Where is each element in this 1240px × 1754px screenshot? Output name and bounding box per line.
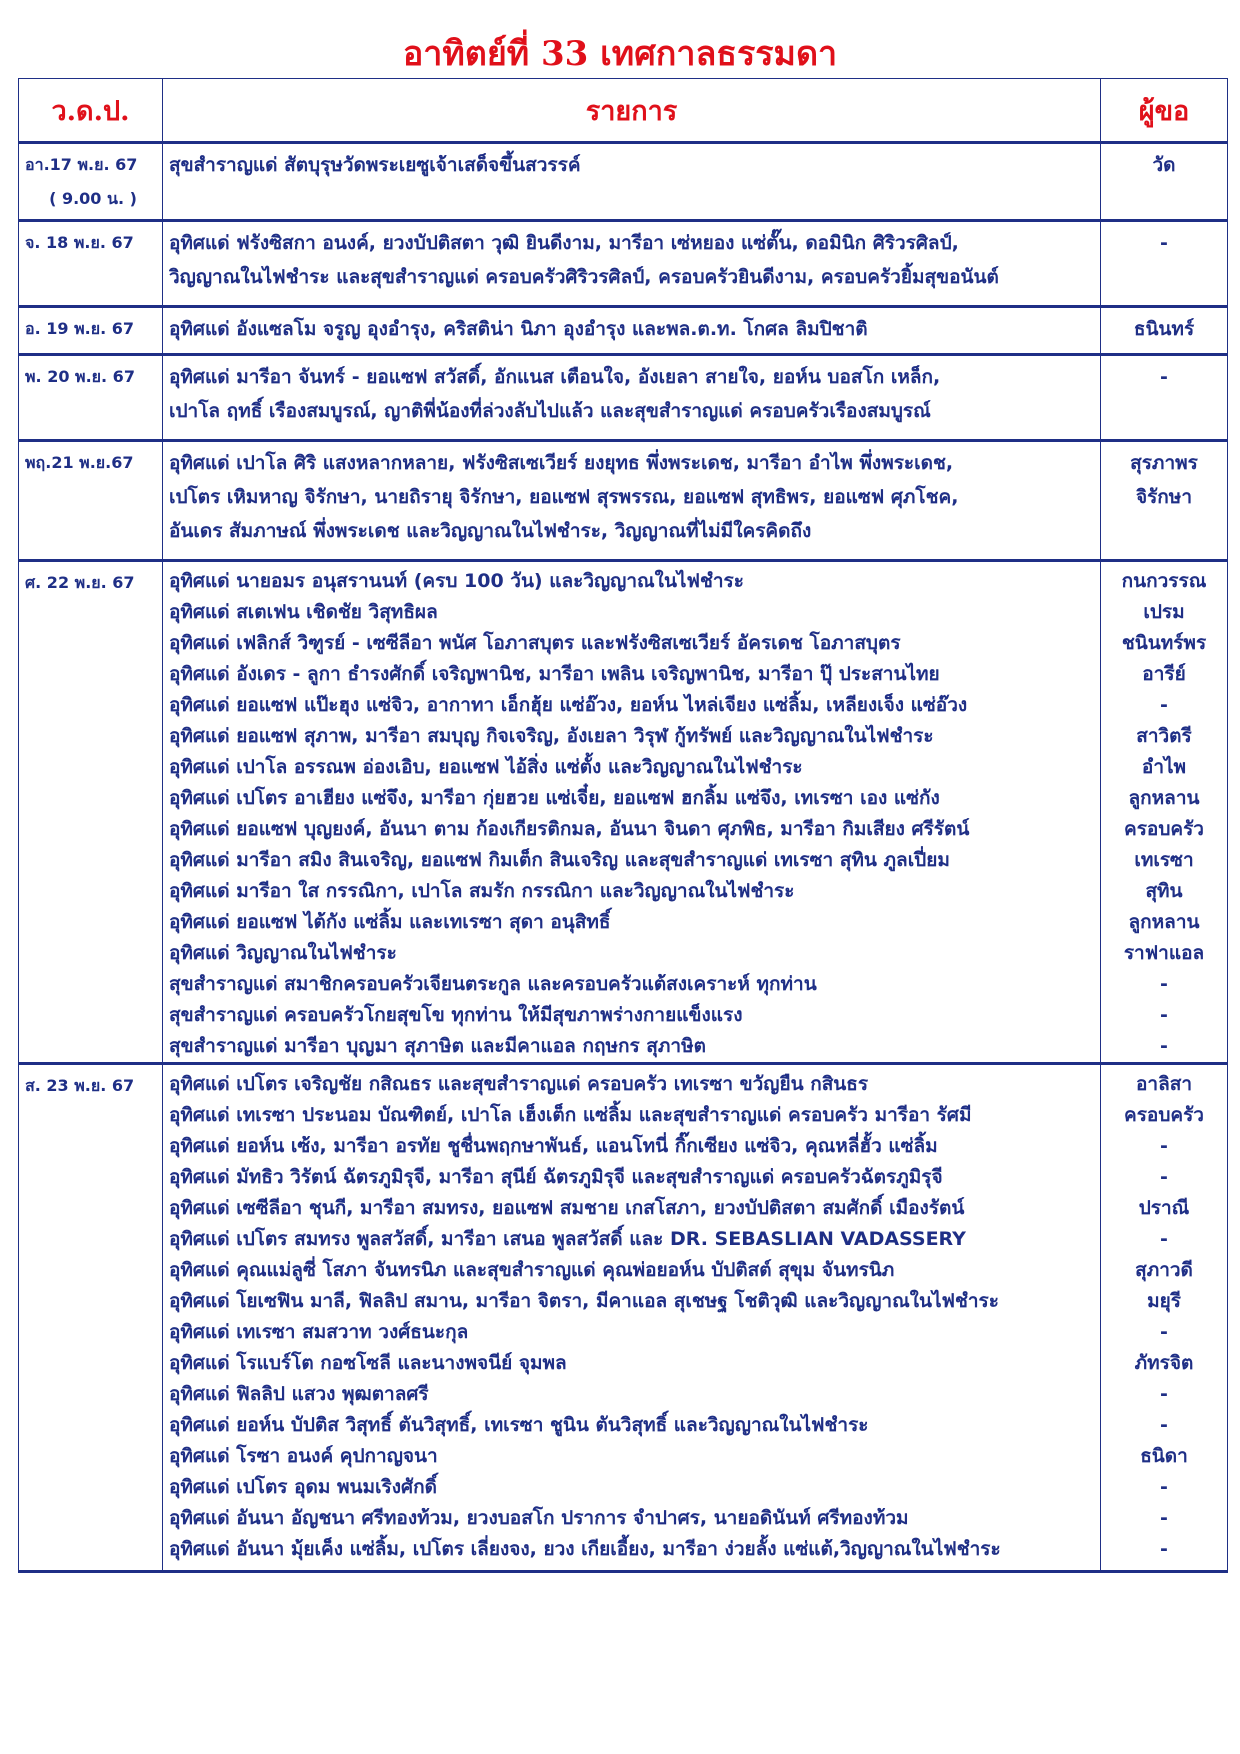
- intention-line: อุทิศแด่ ยอแซฟ ไต้กัง แซ่ลิ้ม และเทเรซา สุดา อนุสิทธิ์: [169, 911, 611, 933]
- requester-line: ภัทรจิต: [1134, 1352, 1194, 1374]
- row-items: [163, 1064, 1101, 1572]
- requester-line: เทเรซา: [1134, 849, 1194, 871]
- intention-line: อุทิศแด่ อังแซลโม จรูญ อุงอำรุง, คริสติน่า นิภา อุงอำรุง และพล.ต.ท. โกศล ลิมปิชาติ: [169, 318, 868, 340]
- row-date-text: ศ. 22 พ.ย. 67: [25, 573, 135, 592]
- requester-line: -: [1160, 1476, 1168, 1498]
- row-requester: [1101, 143, 1228, 221]
- requester-line: -: [1160, 1228, 1168, 1250]
- row-date: [19, 1064, 163, 1572]
- row-date-text: พ. 20 พ.ย. 67: [25, 367, 135, 386]
- requester-line: ราฟาแอล: [1123, 942, 1205, 964]
- requester-line: เปรม: [1143, 601, 1185, 623]
- table-row: [19, 1064, 1228, 1572]
- requester-line: ครอบครัว: [1124, 1104, 1204, 1126]
- row-items: [163, 441, 1101, 561]
- intention-line: อุทิศแด่ คุณแม่ลูซี่ โสภา จันทรนิภ และสุขสำราญแด่ คุณพ่อยอห์น บัปติสต์ สุขุม จันทรนิภ: [169, 1259, 895, 1281]
- intention-line: สุขสำราญแด่ ครอบครัวโกยสุขโข ทุกท่าน ให้มีสุขภาพร่างกายแข็งแรง: [169, 1004, 743, 1026]
- intention-line: อุทิศแด่ เฟลิกส์ วิฑูรย์ - เซซีลีอา พนัศ โอภาสบุตร และฟรังซิสเซเวียร์ อัครเดช โอภาสบุตร: [169, 632, 901, 654]
- row-date-text: จ. 18 พ.ย. 67: [25, 233, 134, 252]
- intention-line: อุทิศแด่ นายอมร อนุสรานนท์ (ครบ 100 วัน) และวิญญาณในไฟชำระ: [169, 570, 744, 592]
- intention-line: อุทิศแด่ วิญญาณในไฟชำระ: [169, 942, 397, 964]
- intention-line: อุทิศแด่ เปาโล ศิริ แสงหลากหลาย, ฟรังซิสเซเวียร์ ยงยุทธ พึ่งพระเดช, มารีอา อำไพ พึ่งพระเดช,: [169, 452, 954, 474]
- intention-line: อุทิศแด่ โรซา อนงค์ คุปกาญจนา: [169, 1445, 438, 1467]
- intention-line: สุขสำราญแด่ มารีอา บุญมา สุภาษิต และมีคาแอล กฤษกร สุภาษิต: [169, 1035, 706, 1057]
- intention-line: อุทิศแด่ เปาโล อรรณพ อ่องเอิบ, ยอแซฟ ไอ้สิ่ง แซ่ตั้ง และวิญญาณในไฟชำระ: [169, 756, 803, 778]
- intention-line: อันเดร สัมภาษณ์ พึ่งพระเดช และวิญญาณในไฟชำระ, วิญญาณที่ไม่มีใครคิดถึง: [169, 520, 812, 542]
- requester-line: สุทิน: [1145, 880, 1183, 902]
- requester-line: อาลิสา: [1136, 1073, 1192, 1095]
- intention-line: อุทิศแด่ ยอแซฟ สุภาพ, มารีอา สมบุญ กิจเจริญ, อังเยลา วิรุฬ กู้ทรัพย์ และวิญญาณในไฟชำระ: [169, 725, 934, 747]
- requester-line: ลูกหลาน: [1128, 911, 1200, 933]
- intention-line: อุทิศแด่ โรแบร์โต กอซโซลี และนางพจนีย์ จุมพล: [169, 1352, 567, 1374]
- row-date-text: พฤ.21 พ.ย.67: [25, 453, 134, 472]
- intention-line: อุทิศแด่ เปโตร สมทรง พูลสวัสดิ์, มารีอา เสนอ พูลสวัสดิ์ และ DR. SEBASLIAN VADASSERY: [169, 1228, 966, 1250]
- intention-line: อุทิศแด่ เทเรซา ประนอม บัณฑิตย์, เปาโล เฮ็งเต็ก แซ่ลิ้ม และสุขสำราญแด่ ครอบครัว มารีอา รัศมี: [169, 1104, 972, 1126]
- row-requester: [1101, 561, 1228, 1064]
- table-row: [19, 441, 1228, 561]
- requester-line: -: [1160, 1004, 1168, 1026]
- row-date: [19, 355, 163, 441]
- intention-line: อุทิศแด่ ยอห์น บัปติส วิสุทธิ์ ตันวิสุทธิ์, เทเรซา ชูนิน ตันวิสุทธิ์ และวิญญาณในไฟชำระ: [169, 1414, 869, 1436]
- intention-line: อุทิศแด่ อันนา มุ้ยเค็ง แซ่ลิ้ม, เปโตร เลี่ยงจง, ยวง เกียเอี้ยง, มารีอา ง่วยลั้ง แซ่แต้,วิญญาณในไฟชำระ: [169, 1538, 1001, 1560]
- row-requester: [1101, 221, 1228, 307]
- intention-line: อุทิศแด่ อังเดร - ลูกา ธำรงศักดิ์ เจริญพานิช, มารีอา เพลิน เจริญพานิช, มารีอา ปุ๊ ประสานไทย: [169, 663, 940, 685]
- row-items: [163, 355, 1101, 441]
- requester-line: กนกวรรณ: [1121, 570, 1207, 592]
- intention-line: เปาโล ฤทธิ์ เรืองสมบูรณ์, ญาติพี่น้องที่ล่วงลับไปแล้ว และสุขสำราญแด่ ครอบครัวเรืองสมบูรณ์: [169, 400, 931, 422]
- intention-line: อุทิศแด่ เปโตร อุดม พนมเริงศักดิ์: [169, 1476, 437, 1498]
- intention-line: อุทิศแด่ เซซีลีอา ชุนกี, มารีอา สมทรง, ยอแซฟ สมชาย เกสโสภา, ยวงบัปติสตา สมศักดิ์ เมืองรัตน์: [169, 1197, 965, 1219]
- table-row: [19, 221, 1228, 307]
- requester-line: -: [1160, 232, 1168, 254]
- intention-line: อุทิศแด่ ยอแซฟ บุญยงค์, อันนา ตาม ก้องเกียรติกมล, อันนา จินดา ศุภพิธ, มารีอา กิมเสียง ศรีรัตน์: [169, 818, 970, 840]
- table-row: [19, 143, 1228, 221]
- table-header: [19, 79, 1228, 143]
- requester-line: สุรภาพร: [1130, 452, 1198, 474]
- requester-line: ธนินทร์: [1133, 318, 1195, 340]
- row-date: [19, 561, 163, 1064]
- requester-line: -: [1160, 694, 1168, 716]
- row-date-text: อา.17 พ.ย. 67: [25, 155, 138, 174]
- requester-line: วัด: [1152, 154, 1176, 176]
- requester-line: -: [1160, 973, 1168, 995]
- intention-line: อุทิศแด่ ฟรังซิสกา อนงค์, ยวงบัปติสตา วุฒิ ยินดีงาม, มารีอา เซ่หยอง แซ่ตั๊น, ดอมินิก ศิริวรศิลป์,: [169, 232, 959, 254]
- row-items: [163, 143, 1101, 221]
- intention-line: เปโตร เหิมหาญ จิรักษา, นายถิรายุ จิรักษา, ยอแซฟ สุรพรรณ, ยอแซฟ สุทธิพร, ยอแซฟ ศุภโชค,: [169, 486, 959, 508]
- requester-line: ครอบครัว: [1124, 818, 1204, 840]
- requester-line: -: [1160, 1166, 1168, 1188]
- requester-line: ปราณี: [1138, 1197, 1190, 1219]
- row-date: [19, 307, 163, 355]
- row-requester: [1101, 355, 1228, 441]
- intention-line: อุทิศแด่ โยเซฟิน มาลี, ฟิลลิป สมาน, มารีอา จิตรา, มีคาแอล สุเชษฐ โชติวุฒิ และวิญญาณในไฟชำระ: [169, 1290, 999, 1312]
- table-row: [19, 561, 1228, 1064]
- table-row: [19, 355, 1228, 441]
- row-date-time: ( 9.00 น. ): [49, 189, 137, 208]
- requester-line: -: [1160, 1538, 1168, 1560]
- intention-line: อุทิศแด่ เปโตร เจริญชัย กสิณธร และสุขสำราญแด่ ครอบครัว เทเรซา ขวัญยืน กสินธร: [169, 1073, 869, 1095]
- intention-line: สุขสำราญแด่ สัตบุรุษวัดพระเยซูเจ้าเสด็จขึ้นสวรรค์: [169, 154, 581, 176]
- requester-line: สาวิตรี: [1136, 725, 1192, 747]
- intention-line: อุทิศแด่ มารีอา สมิง สินเจริญ, ยอแซฟ กิมเต็ก สินเจริญ และสุขสำราญแด่ เทเรซา สุทิน ภูลเปี่ยม: [169, 849, 950, 871]
- intention-line: วิญญาณในไฟชำระ และสุขสำราญแด่ ครอบครัวศิริวรศิลป์, ครอบครัวยินดีงาม, ครอบครัวยิ้มสุขอนันต์: [169, 266, 999, 288]
- intention-line: สุขสำราญแด่ สมาชิกครอบครัวเจียนตระกูล และครอบครัวแต้สงเคราะห์ ทุกท่าน: [169, 973, 817, 995]
- intention-line: อุทิศแด่ มัทธิว วิรัตน์ ฉัตรภูมิรุจี, มารีอา สุนีย์ ฉัตรภูมิรุจี และสุขสำราญแด่ ครอบครัวฉัตรภูมิรุจี: [169, 1166, 943, 1188]
- row-items: [163, 221, 1101, 307]
- header-date: ว.ด.ป.: [19, 79, 163, 143]
- requester-line: อำไพ: [1141, 756, 1187, 778]
- intention-line: อุทิศแด่ ฟิลลิป แสวง พุฒตาลศรี: [169, 1383, 429, 1405]
- row-date: [19, 441, 163, 561]
- intentions-table: [18, 78, 1228, 1573]
- intention-line: อุทิศแด่ อันนา อัญชนา ศรีทองท้วม, ยวงบอสโก ปราการ จำปาศร, นายอดินันท์ ศรีทองท้วม: [169, 1507, 909, 1529]
- page-title: อาทิตย์ที่ 33 เทศกาลธรรมดา: [402, 34, 838, 74]
- requester-line: -: [1160, 1035, 1168, 1057]
- requester-line: สุภาวดี: [1135, 1259, 1193, 1281]
- row-date-text: อ. 19 พ.ย. 67: [25, 319, 135, 338]
- intention-line: อุทิศแด่ เปโตร อาเฮียง แซ่จึง, มารีอา กุ่ยฮวย แซ่เจี๋ย, ยอแซฟ ฮกลิ้ม แซ่จึง, เทเรซา เอง แซ่กัง: [169, 787, 940, 809]
- requester-line: -: [1160, 1321, 1168, 1343]
- table-row: [19, 307, 1228, 355]
- requester-line: มยุรี: [1147, 1290, 1181, 1312]
- intention-line: อุทิศแด่ มารีอา จันทร์ - ยอแซฟ สวัสดิ์, อักแนส เตือนใจ, อังเยลา สายใจ, ยอห์น บอสโก เหล็ก,: [169, 366, 941, 388]
- row-requester: [1101, 307, 1228, 355]
- requester-line: ชนินทร์พร: [1121, 632, 1207, 654]
- row-items: [163, 561, 1101, 1064]
- intention-line: อุทิศแด่ ยอห์น เซ้ง, มารีอา อรทัย ชูชื่นพฤกษาพันธ์, แอนโทนี่ กิ๊กเซียง แซ่จิว, คุณหลี่ฮั้ว แซ่ลิ้ม: [169, 1135, 938, 1157]
- row-items: [163, 307, 1101, 355]
- requester-line: -: [1160, 366, 1168, 388]
- requester-line: ธนิดา: [1140, 1445, 1188, 1467]
- requester-line: -: [1160, 1135, 1168, 1157]
- requester-line: ลูกหลาน: [1128, 787, 1200, 809]
- intention-line: อุทิศแด่ ยอแซฟ แป๊ะฮุง แซ่จิว, อากาทา เอ็กฮุ้ย แซ่อ๊วง, ยอห์น ไหล่เจียง แซ่ลิ้ม, เหลียงเจ็ง แซ่อ๊วง: [169, 694, 968, 716]
- row-date-text: ส. 23 พ.ย. 67: [25, 1076, 135, 1095]
- requester-line: -: [1160, 1383, 1168, 1405]
- header-requester: ผู้ขอ: [1101, 79, 1228, 143]
- row-requester: [1101, 1064, 1228, 1572]
- row-date: [19, 221, 163, 307]
- row-date: [19, 143, 163, 221]
- requester-line: -: [1160, 1507, 1168, 1529]
- intention-line: อุทิศแด่ เทเรซา สมสวาท วงศ์ธนะกุล: [169, 1321, 469, 1343]
- intention-line: อุทิศแด่ มารีอา ใส กรรณิกา, เปาโล สมรัก กรรณิกา และวิญญาณในไฟชำระ: [169, 880, 795, 902]
- row-requester: [1101, 441, 1228, 561]
- requester-line: อารีย์: [1142, 663, 1186, 685]
- header-items: รายการ: [163, 79, 1101, 143]
- requester-line: -: [1160, 1414, 1168, 1436]
- requester-line: จิรักษา: [1135, 486, 1193, 508]
- intention-line: อุทิศแด่ สเตเฟน เชิดชัย วิสุทธิผล: [169, 601, 438, 623]
